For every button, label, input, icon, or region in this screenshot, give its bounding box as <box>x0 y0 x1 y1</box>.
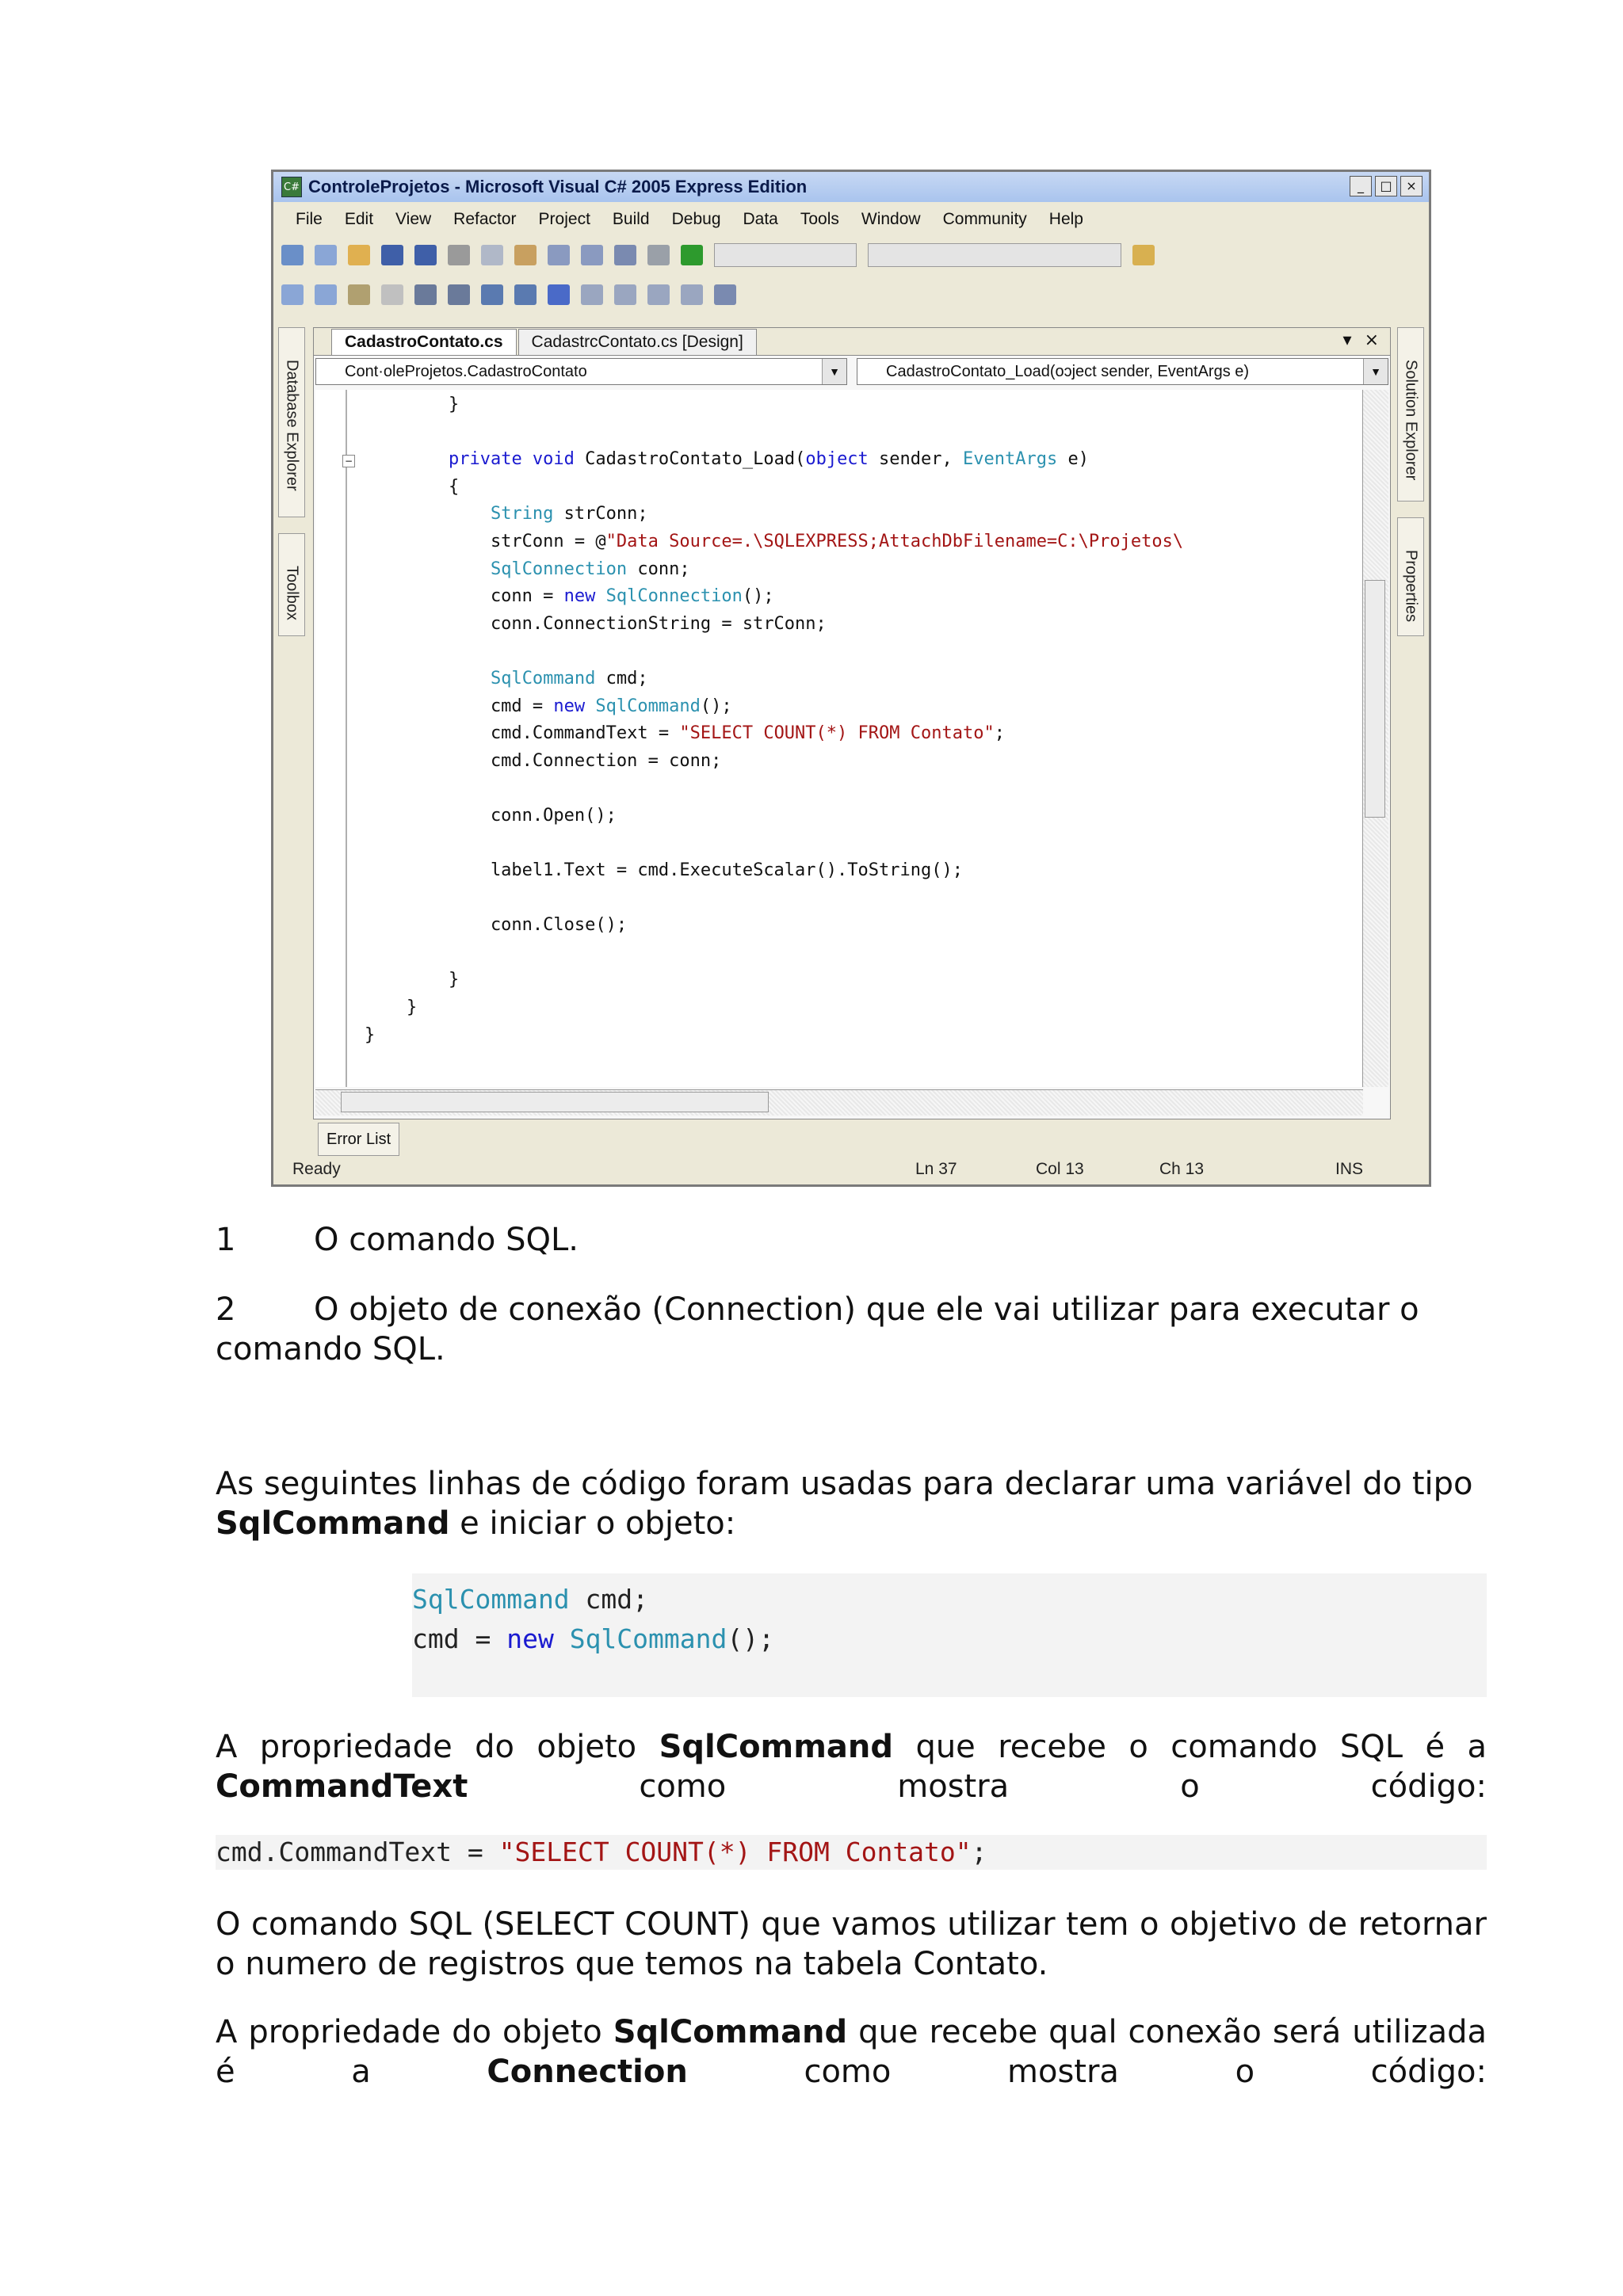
outline-gutter <box>346 390 347 1087</box>
paragraph-connection: A propriedade do objeto SqlCommand que recebe qual conexão será utilizada é a Connection como mostra o código: <box>216 2014 1487 2090</box>
member-dropdown-value: CadastroContato_Load(oɔject sender, EventArgs e) <box>886 363 1250 380</box>
window-title: ControleProjetos - Microsoft Visual C# 2005 Express Edition <box>308 177 808 196</box>
status-line: Ln 37 <box>915 1160 957 1178</box>
chevron-down-icon: ▼ <box>822 359 846 384</box>
horizontal-scroll-thumb[interactable] <box>341 1092 769 1112</box>
class-dropdown-value: Cont·oleProjetos.CadastroContato <box>345 363 587 380</box>
menu-window[interactable]: Window <box>861 210 921 228</box>
menu-view[interactable]: View <box>395 210 432 228</box>
menu-file[interactable]: File <box>296 210 323 228</box>
undo-icon[interactable] <box>548 245 570 265</box>
vertical-scrollbar[interactable] <box>1362 390 1388 1087</box>
open-file-icon[interactable] <box>348 245 370 265</box>
code-block-declaration: SqlCommand cmd; cmd = new SqlCommand(); <box>412 1573 1487 1697</box>
horizontal-scrollbar[interactable] <box>315 1089 1363 1116</box>
menu-help[interactable]: Help <box>1048 210 1083 228</box>
save-icon[interactable] <box>381 245 403 265</box>
tab-code-file[interactable]: CadastroContato.cs <box>331 329 517 355</box>
add-item-icon[interactable] <box>315 245 337 265</box>
list-item: 1 O comando SQL. <box>216 1222 579 1258</box>
navigate-icon[interactable] <box>614 245 636 265</box>
menu-project[interactable]: Project <box>538 210 590 228</box>
member-dropdown[interactable] <box>857 358 1388 385</box>
complete-word-icon[interactable] <box>381 284 403 305</box>
menu-edit[interactable]: Edit <box>344 210 374 228</box>
new-project-icon[interactable] <box>281 245 304 265</box>
menu-bar <box>273 204 1429 235</box>
code-block-commandtext: cmd.CommandText = "SELECT COUNT(*) FROM Contato"; <box>216 1835 1487 1870</box>
start-debug-icon[interactable] <box>681 245 703 265</box>
ide-screenshot <box>271 170 1431 1187</box>
paragraph-declaration: As seguintes linhas de código foram usadas para declarar uma variável do tipo SqlCommand e iniciar o objeto: <box>216 1466 1473 1542</box>
platform-select[interactable] <box>868 243 1121 267</box>
database-explorer-tab[interactable]: Database Explorer <box>278 327 305 517</box>
properties-tab[interactable]: Properties <box>1397 517 1424 636</box>
code-editor <box>313 327 1391 1119</box>
next-bookmark-icon[interactable] <box>614 284 636 305</box>
outdent-icon[interactable] <box>414 284 437 305</box>
tab-design-file[interactable]: CadastrcContato.cs [Design] <box>518 329 757 355</box>
members-icon[interactable] <box>281 284 304 305</box>
code-text-area[interactable] <box>315 390 1363 1087</box>
vertical-scroll-thumb[interactable] <box>1365 580 1385 818</box>
source-code: } private void CadastroContato_Load(object sender, EventArgs e) { String strConn; strConn = @"Data Source=.\SQLEXPRESS;AttachDbFilename=C:\Projetos\ SqlConnection conn; conn = new SqlConnection(); conn.ConnectionString = strConn; SqlCommand cmd; cmd = new SqlCommand(); cmd.CommandText = "SELECT COUNT(*) FROM Contato"; cmd.Connection = conn; conn.Open(); label1.Text = cmd.ExecuteScalar().ToString(); conn.Close(); } } } <box>365 395 1184 1045</box>
toolbox-tab[interactable]: Toolbox <box>278 533 305 636</box>
app-icon: C# <box>281 177 302 197</box>
quickinfo-icon[interactable] <box>348 284 370 305</box>
status-col: Col 13 <box>1036 1160 1084 1178</box>
list-item: 2 O objeto de conexão (Connection) que ele vai utilizar para executar o comando SQL. <box>216 1291 1419 1367</box>
bookmark-icon[interactable] <box>548 284 570 305</box>
menu-data[interactable]: Data <box>743 210 778 228</box>
indent-icon[interactable] <box>448 284 470 305</box>
save-all-icon[interactable] <box>414 245 437 265</box>
prev-folder-bookmark-icon[interactable] <box>647 284 670 305</box>
standard-toolbar <box>281 237 1421 273</box>
params-icon[interactable] <box>315 284 337 305</box>
tab-list-icon[interactable]: ▾ <box>1342 330 1352 350</box>
collapse-toggle[interactable]: − <box>342 455 355 467</box>
menu-community[interactable]: Community <box>942 210 1027 228</box>
close-button[interactable]: × <box>1400 176 1423 196</box>
title-bar <box>273 172 1429 202</box>
menu-debug[interactable]: Debug <box>671 210 721 228</box>
menu-tools[interactable]: Tools <box>800 210 839 228</box>
chevron-down-icon: ▼ <box>1363 359 1388 384</box>
config-select[interactable] <box>714 243 857 267</box>
solution-explorer-tab[interactable]: Solution Explorer <box>1397 327 1424 502</box>
uncomment-icon[interactable] <box>514 284 537 305</box>
paste-icon[interactable] <box>514 245 537 265</box>
menu-refactor[interactable]: Refactor <box>453 210 517 228</box>
status-ready: Ready <box>292 1160 341 1178</box>
maximize-button[interactable]: □ <box>1375 176 1397 196</box>
cut-icon[interactable] <box>448 245 470 265</box>
class-dropdown[interactable] <box>315 358 847 385</box>
next-folder-bookmark-icon[interactable] <box>681 284 703 305</box>
find-icon[interactable] <box>647 245 670 265</box>
status-char: Ch 13 <box>1159 1160 1205 1178</box>
close-tab-icon[interactable]: × <box>1364 330 1379 350</box>
status-bar <box>273 1154 1429 1184</box>
solution-explorer-icon[interactable] <box>1132 245 1155 265</box>
clear-bookmarks-icon[interactable] <box>714 284 736 305</box>
paragraph-commandtext: A propriedade do objeto SqlCommand que recebe o comando SQL é a CommandText como mostra o código: <box>216 1729 1487 1805</box>
redo-icon[interactable] <box>581 245 603 265</box>
text-editor-toolbar <box>281 277 1421 313</box>
menu-build[interactable]: Build <box>612 210 650 228</box>
minimize-button[interactable]: _ <box>1350 176 1372 196</box>
copy-icon[interactable] <box>481 245 503 265</box>
comment-icon[interactable] <box>481 284 503 305</box>
paragraph-select-count: O comando SQL (SELECT COUNT) que vamos utilizar tem o objetivo de retornar o numero de registros que temos na tabela Contato. <box>216 1906 1487 1982</box>
prev-bookmark-icon[interactable] <box>581 284 603 305</box>
status-mode: INS <box>1335 1160 1364 1178</box>
error-list-tab[interactable]: Error List <box>318 1123 399 1156</box>
